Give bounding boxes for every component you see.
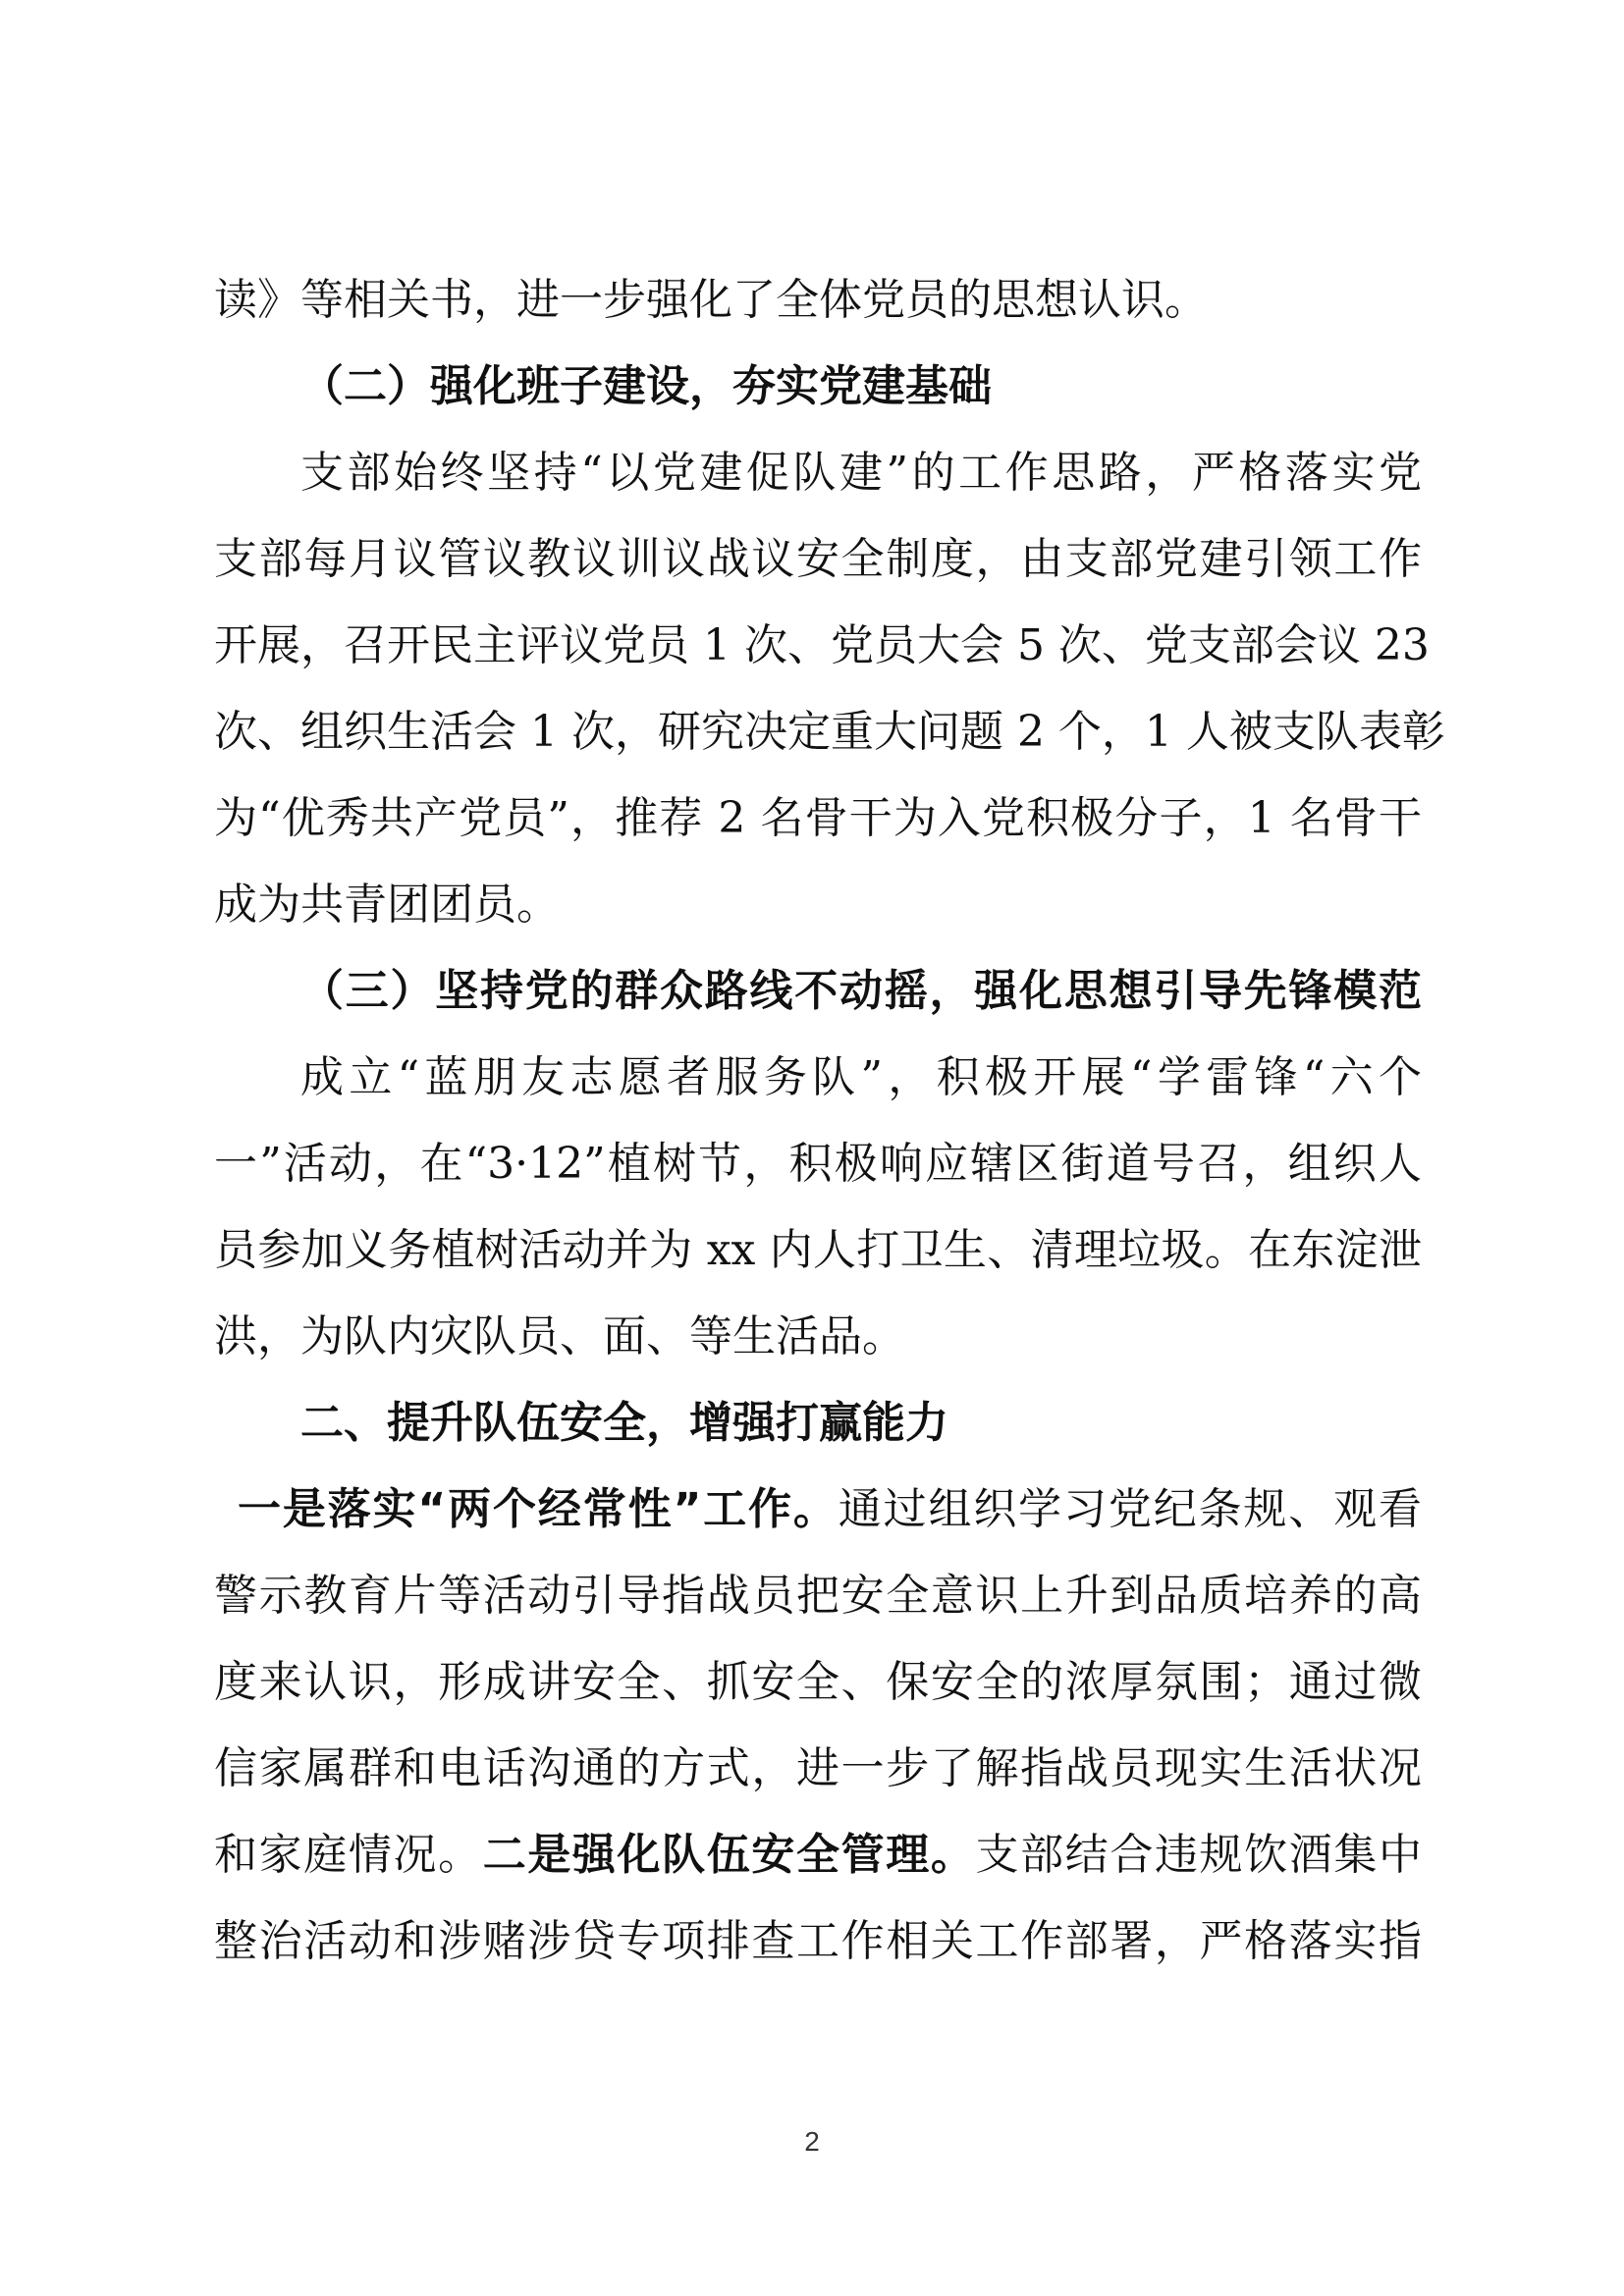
paragraph-line: 整治活动和涉赌涉贷专项排查工作相关工作部署，严格落实指 xyxy=(214,1916,1422,1966)
paragraph-line xyxy=(214,1812,1422,1898)
chapter-heading: 二、提升队伍安全，增强打赢能力 xyxy=(300,1398,948,1448)
paragraph-line: 度来认识，形成讲安全、抓安全、保安全的浓厚氛围；通过微 xyxy=(214,1657,1422,1707)
paragraph-line: 一”活动，在“3·12”植树节，积极响应辖区街道号召，组织人 xyxy=(214,1139,1422,1189)
paragraph-line: 次、组织生活会 1 次，研究决定重大问题 2 个，1 人被支队表彰 xyxy=(214,707,1445,757)
section-heading: （二）强化班子建设，夯实党建基础 xyxy=(300,361,992,411)
document-body xyxy=(214,257,1445,1985)
paragraph-line: 信家属群和电话沟通的方式，进一步了解指战员现实生活状况 xyxy=(214,1743,1422,1793)
paragraph-line: 开展，召开民主评议党员 1 次、党员大会 5 次、党支部会议 23 xyxy=(214,620,1430,670)
page-number: 2 xyxy=(804,2126,820,2157)
paragraph-line xyxy=(214,1467,1422,1553)
paragraph-line: 警示教育片等活动引导指战员把安全意识上升到品质培养的高 xyxy=(214,1571,1422,1621)
paragraph-line: 成为共青团团员。 xyxy=(214,880,560,930)
paragraph-line: 成立“蓝朋友志愿者服务队”，积极开展“学雷锋“六个 xyxy=(300,1052,1422,1102)
paragraph-line: 洪，为队内灾队员、面、等生活品。 xyxy=(214,1311,905,1362)
paragraph-line: 员参加义务植树活动并为 xx 内人打卫生、清理垃圾。在东淀泄 xyxy=(214,1225,1422,1275)
paragraph-line: 支部始终坚持“以党建促队建”的工作思路，严格落实党 xyxy=(300,448,1422,498)
bold-lead-text: 一是落实“两个经常性”工作。 xyxy=(238,1484,839,1534)
paragraph-text: 支部结合违规饮酒集中 xyxy=(975,1830,1423,1880)
paragraph-line: 读》等相关书，进一步强化了全体党员的思想认识。 xyxy=(214,275,1208,325)
paragraph-text: 和家庭情况。 xyxy=(214,1830,483,1880)
section-heading: （三）坚持党的群众路线不动摇，强化思想引导先锋模范 xyxy=(300,966,1422,1016)
paragraph-line: 支部每月议管议教议训议战议安全制度，由支部党建引领工作 xyxy=(214,534,1422,584)
paragraph-line: 为“优秀共产党员”，推荐 2 名骨干为入党积极分子，1 名骨干 xyxy=(214,793,1422,843)
paragraph-text: 通过组织学习党纪条规、观看 xyxy=(838,1484,1422,1534)
bold-lead-text: 二是强化队伍安全管理。 xyxy=(482,1830,976,1880)
